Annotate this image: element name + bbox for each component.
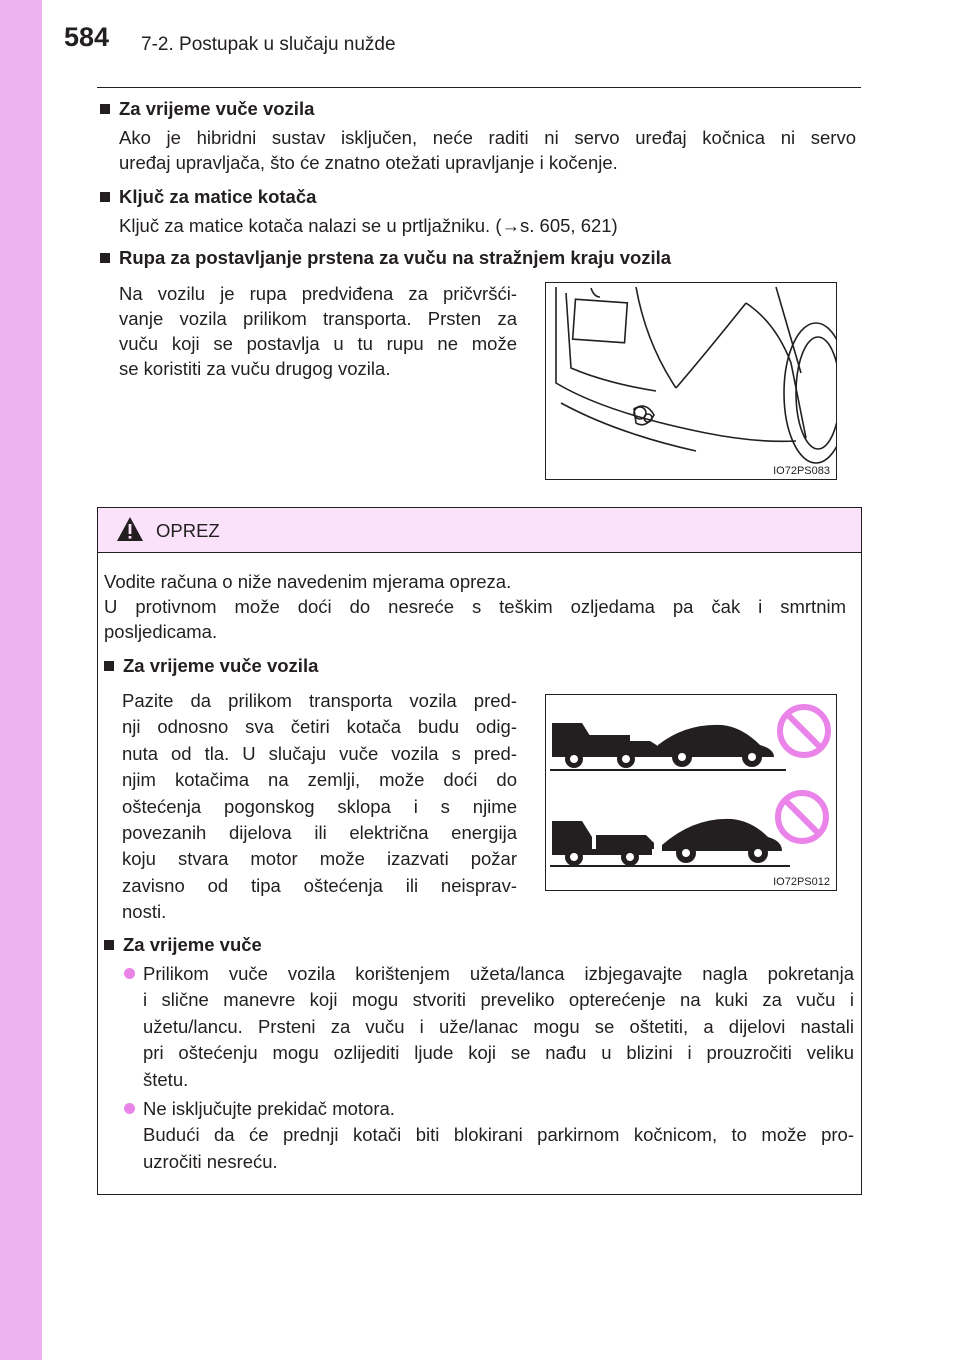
section-body: Na vozilu je rupa predviđena za pričvršći- vanje vozila prilikom transporta. Prsten za vuču koji se postavlja u tu rupu ne može se koristiti za vuču drugog vozila.	[119, 283, 517, 379]
section-heading: Za vrijeme vuče vozila	[100, 96, 856, 121]
caution-header	[98, 508, 861, 553]
figure-code: IO72PS012	[773, 876, 830, 888]
square-bullet-icon	[104, 661, 114, 671]
chapter-title: 7-2. Postupak u slučaju nužde	[141, 34, 396, 55]
section-heading: Rupa za postavljanje prstena za vuču na stražnjem kraju vozila	[100, 245, 860, 270]
tow-truck-illustration	[545, 694, 837, 891]
tow-truck-drawing	[546, 695, 836, 890]
warning-triangle-icon	[115, 515, 145, 543]
round-bullet-icon	[124, 1103, 135, 1114]
figure-code: IO72PS083	[773, 465, 830, 477]
section-wheel-nut-wrench	[100, 184, 856, 238]
caution-bullet-item: Prilikom vuče vozila korištenjem užeta/lanca izbjegavajte nagla pokretanja i slične manevre koji mogu stvoriti preveliko opterećenje na kuki za vuču i užetu/lancu. Prsteni za vuču i uže/lanac mogu se oštetiti, a dijelovi nastali pri oštećenju mogu ozlijediti ljude koji se nađu u blizini i prouzročiti veliku štetu.	[124, 961, 854, 1093]
section-body: Ako je hibridni sustav isključen, neće raditi ni servo uređaj kočnica ni servo uređaj upravljača, što će znatno otežati upravljanje i kočenje.	[119, 127, 856, 173]
caution-box	[97, 507, 862, 1195]
section-heading: Ključ za matice kotača	[100, 184, 856, 209]
section-towing-vehicle	[100, 96, 856, 175]
square-bullet-icon	[100, 192, 110, 202]
section-towing-eyelet-hole	[100, 245, 860, 270]
caution-sub-heading: Za vrijeme vuče	[104, 932, 844, 957]
caution-intro: Vodite računa o niže navedenim mjerama opreza. U protivnom može doći do nesreće s teškim ozljedama pa čak i smrtnim posljedicama.	[104, 571, 846, 642]
page-reference-link[interactable]: s. 605, 621)	[520, 215, 618, 236]
square-bullet-icon	[104, 940, 114, 950]
page-number: 584	[64, 22, 110, 52]
caution-title: OPREZ	[156, 520, 220, 541]
header-divider	[97, 87, 861, 88]
caution-sub-body: Pazite da prilikom transporta vozila pred- nji odnosno sva četiri kotača budu odig- nuta od tla. U slučaju vuče vozila s pred- njim kotačima na zemlji, može doći do oštećenja pogonskog sklopa i s njime povezanih dijelova ili električna energija koju stvara motor može izazvati požar zavisno od tipa oštećenja ili neisprav- nosti.	[122, 690, 517, 923]
square-bullet-icon	[100, 253, 110, 263]
caution-sub-heading: Za vrijeme vuče vozila	[104, 653, 844, 678]
car-rear-drawing	[546, 283, 836, 479]
round-bullet-icon	[124, 968, 135, 979]
square-bullet-icon	[100, 104, 110, 114]
chapter-sidebar-tab	[0, 0, 42, 1360]
arrow-icon: →	[501, 215, 521, 236]
rear-bumper-illustration	[545, 282, 837, 480]
page-header	[0, 0, 960, 70]
section-body: Ključ za matice kotača nalazi se u prtljažniku. (→s. 605, 621)	[119, 215, 618, 236]
caution-bullet-item: Ne isključujte prekidač motora. Budući da će prednji kotači biti blokirani parkirnom kočnicom, to može pro- uzročiti nesreću.	[124, 1096, 854, 1175]
